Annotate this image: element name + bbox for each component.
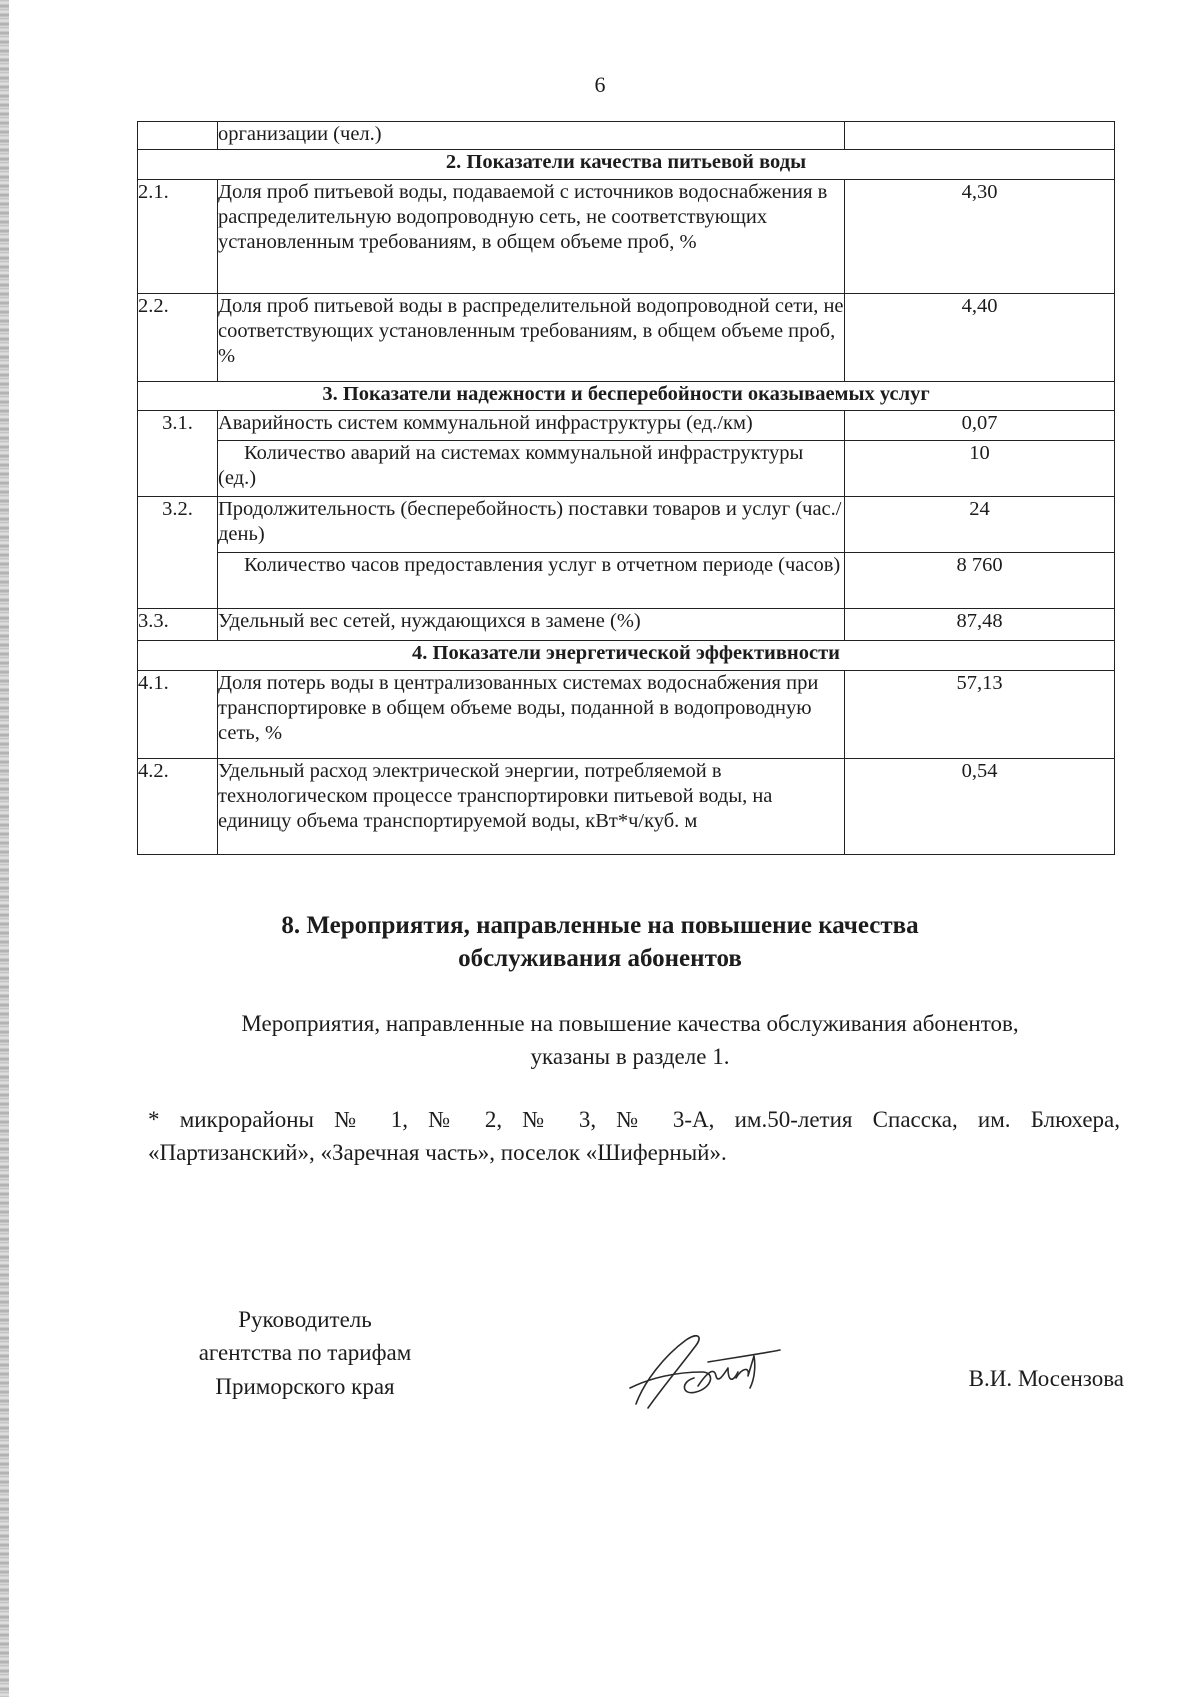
signatory-title-line: Приморского края [215, 1373, 395, 1399]
row-value: 8 760 [845, 553, 1115, 609]
signatory-title-line: Руководитель [238, 1307, 372, 1332]
row-description: Доля потерь воды в централизованных системах водоснабжения при транспортировке в общем объеме воды, поданной в водопроводную сеть, % [218, 671, 845, 759]
section-title: 4. Показатели энергетической эффективности [138, 641, 1115, 671]
row-description: Удельный вес сетей, нуждающихся в замене (%) [218, 609, 845, 641]
row-description: Доля проб питьевой воды в распределительной водопроводной сети, не соответствующих установленным требованиям, в общем объеме проб, % [218, 294, 845, 382]
row-description: Аварийность систем коммунальной инфраструктуры (ед./км) [218, 411, 845, 441]
row-number: 4.1. [138, 671, 218, 759]
row-value: 57,13 [845, 671, 1115, 759]
row-number: 3.1. [138, 411, 218, 497]
row-description: Количество часов предоставления услуг в отчетном периоде (часов) [218, 553, 845, 609]
paragraph-line: Мероприятия, направленные на повышение качества обслуживания абонентов, [241, 1011, 1019, 1036]
footnote-line: «Партизанский», «Заречная часть», поселок «Шиферный». [148, 1140, 727, 1166]
row-value: 24 [845, 497, 1115, 553]
table-subrow [138, 553, 1115, 609]
row-value [845, 122, 1115, 150]
footnote [148, 1103, 1120, 1170]
section-heading [0, 910, 1200, 975]
scan-edge [0, 0, 9, 1697]
signatory-title [150, 1303, 460, 1403]
section-title: 3. Показатели надежности и бесперебойности оказываемых услуг [138, 382, 1115, 411]
indicators-table [137, 121, 1115, 855]
section-heading-line: 8. Мероприятия, направленные на повышение качества [281, 912, 919, 939]
row-description: организации (чел.) [218, 122, 845, 150]
section-heading-line: обслуживания абонентов [458, 944, 742, 972]
row-number [138, 122, 218, 150]
page-number: 6 [594, 72, 606, 97]
row-value: 0,07 [845, 411, 1115, 441]
row-value: 4,30 [845, 180, 1115, 294]
row-number: 2.2. [138, 294, 218, 382]
section-paragraph [140, 1007, 1120, 1074]
row-description: Количество аварий на системах коммунальной инфраструктуры (ед.) [218, 441, 845, 497]
table-row [138, 609, 1115, 641]
row-value: 10 [845, 441, 1115, 497]
paragraph-line: указаны в разделе 1. [530, 1044, 730, 1070]
row-value: 87,48 [845, 609, 1115, 641]
row-value: 0,54 [845, 759, 1115, 855]
footnote-line: * микрорайоны № 1, № 2, № 3, № 3-А, им.50-летия Спасска, им. Блюхера, [148, 1107, 1120, 1132]
table-subrow [138, 441, 1115, 497]
row-number: 2.1. [138, 180, 218, 294]
section-row [138, 150, 1115, 180]
row-description: Доля проб питьевой воды, подаваемой с источников водоснабжения в распределительную водопроводную сеть, не соответствующих установленным требованиям, в общем объеме проб, % [218, 180, 845, 294]
table-row [138, 671, 1115, 759]
table-row [138, 497, 1115, 553]
row-number: 3.3. [138, 609, 218, 641]
handwritten-signature [624, 1322, 784, 1418]
row-value: 4,40 [845, 294, 1115, 382]
row-description: Продолжительность (бесперебойность) поставки товаров и услуг (час./день) [218, 497, 845, 553]
table-row [138, 180, 1115, 294]
signatory-title-line: агентства по тарифам [198, 1340, 412, 1366]
table-row [138, 294, 1115, 382]
table-row [138, 122, 1115, 150]
row-number: 3.2. [138, 497, 218, 609]
signatory-name: В.И. Мосензова [968, 1366, 1124, 1391]
table-row [138, 759, 1115, 855]
row-number: 4.2. [138, 759, 218, 855]
table-row [138, 411, 1115, 441]
row-description: Удельный расход электрической энергии, потребляемой в технологическом процессе транспортировки питьевой воды, на единицу объема транспортируемой воды, кВт*ч/куб. м [218, 759, 845, 855]
section-title: 2. Показатели качества питьевой воды [138, 150, 1115, 180]
section-row [138, 382, 1115, 411]
section-row [138, 641, 1115, 671]
